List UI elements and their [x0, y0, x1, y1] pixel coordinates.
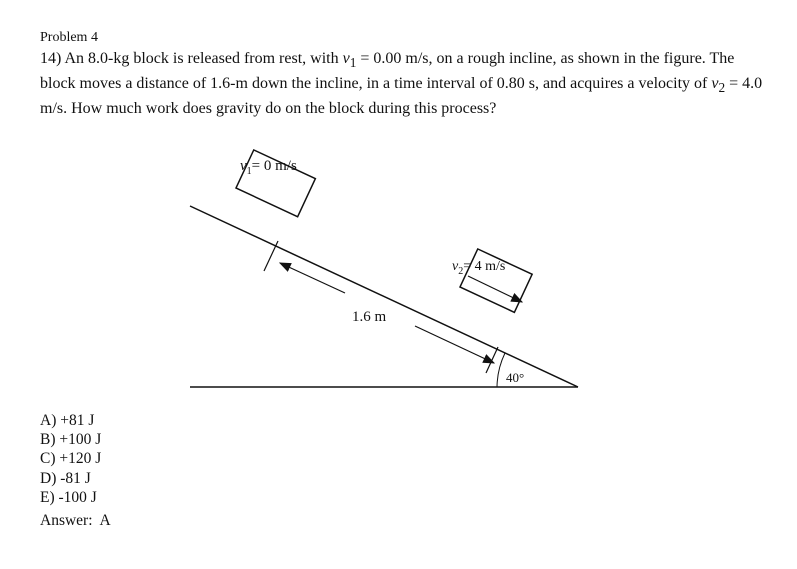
question-text: 14) An 8.0-kg block is released from rest, with $v_1 = 0.00$ m/s, on a rough incline, as shown in the figure. The block moves a distance of 1.6-m down the incline, in a time interval of 0.80 s, and acquires a velocity of $v_2 = 4.0$ m/s. How much work does gravity do on the block during this process? — [40, 50, 763, 118]
angle-arc — [497, 353, 505, 387]
choice-c: C) +120 J — [40, 450, 102, 468]
distance-label: 1.6 m — [352, 309, 387, 325]
velocity-arrow-v2 — [468, 276, 522, 302]
answer: Answer: A — [40, 512, 111, 530]
distance-tick-top — [264, 241, 278, 271]
choice-a: A) +81 J — [40, 412, 95, 429]
choice-e: E) -100 J — [40, 488, 97, 506]
choice-d: D) -81 J — [40, 469, 91, 487]
v1-label: $v_1= 0$ m/s — [240, 158, 297, 177]
angle-label: 40° — [506, 370, 525, 385]
v2-label: $v_2= 4$ m/s — [452, 259, 506, 277]
incline-line — [190, 206, 578, 387]
answer-choices — [40, 411, 111, 530]
problem-label: Problem 4 — [40, 30, 98, 45]
distance-arrow-upper — [280, 263, 345, 293]
choice-b: B) +100 J — [40, 431, 102, 449]
distance-arrow-lower — [415, 326, 494, 363]
